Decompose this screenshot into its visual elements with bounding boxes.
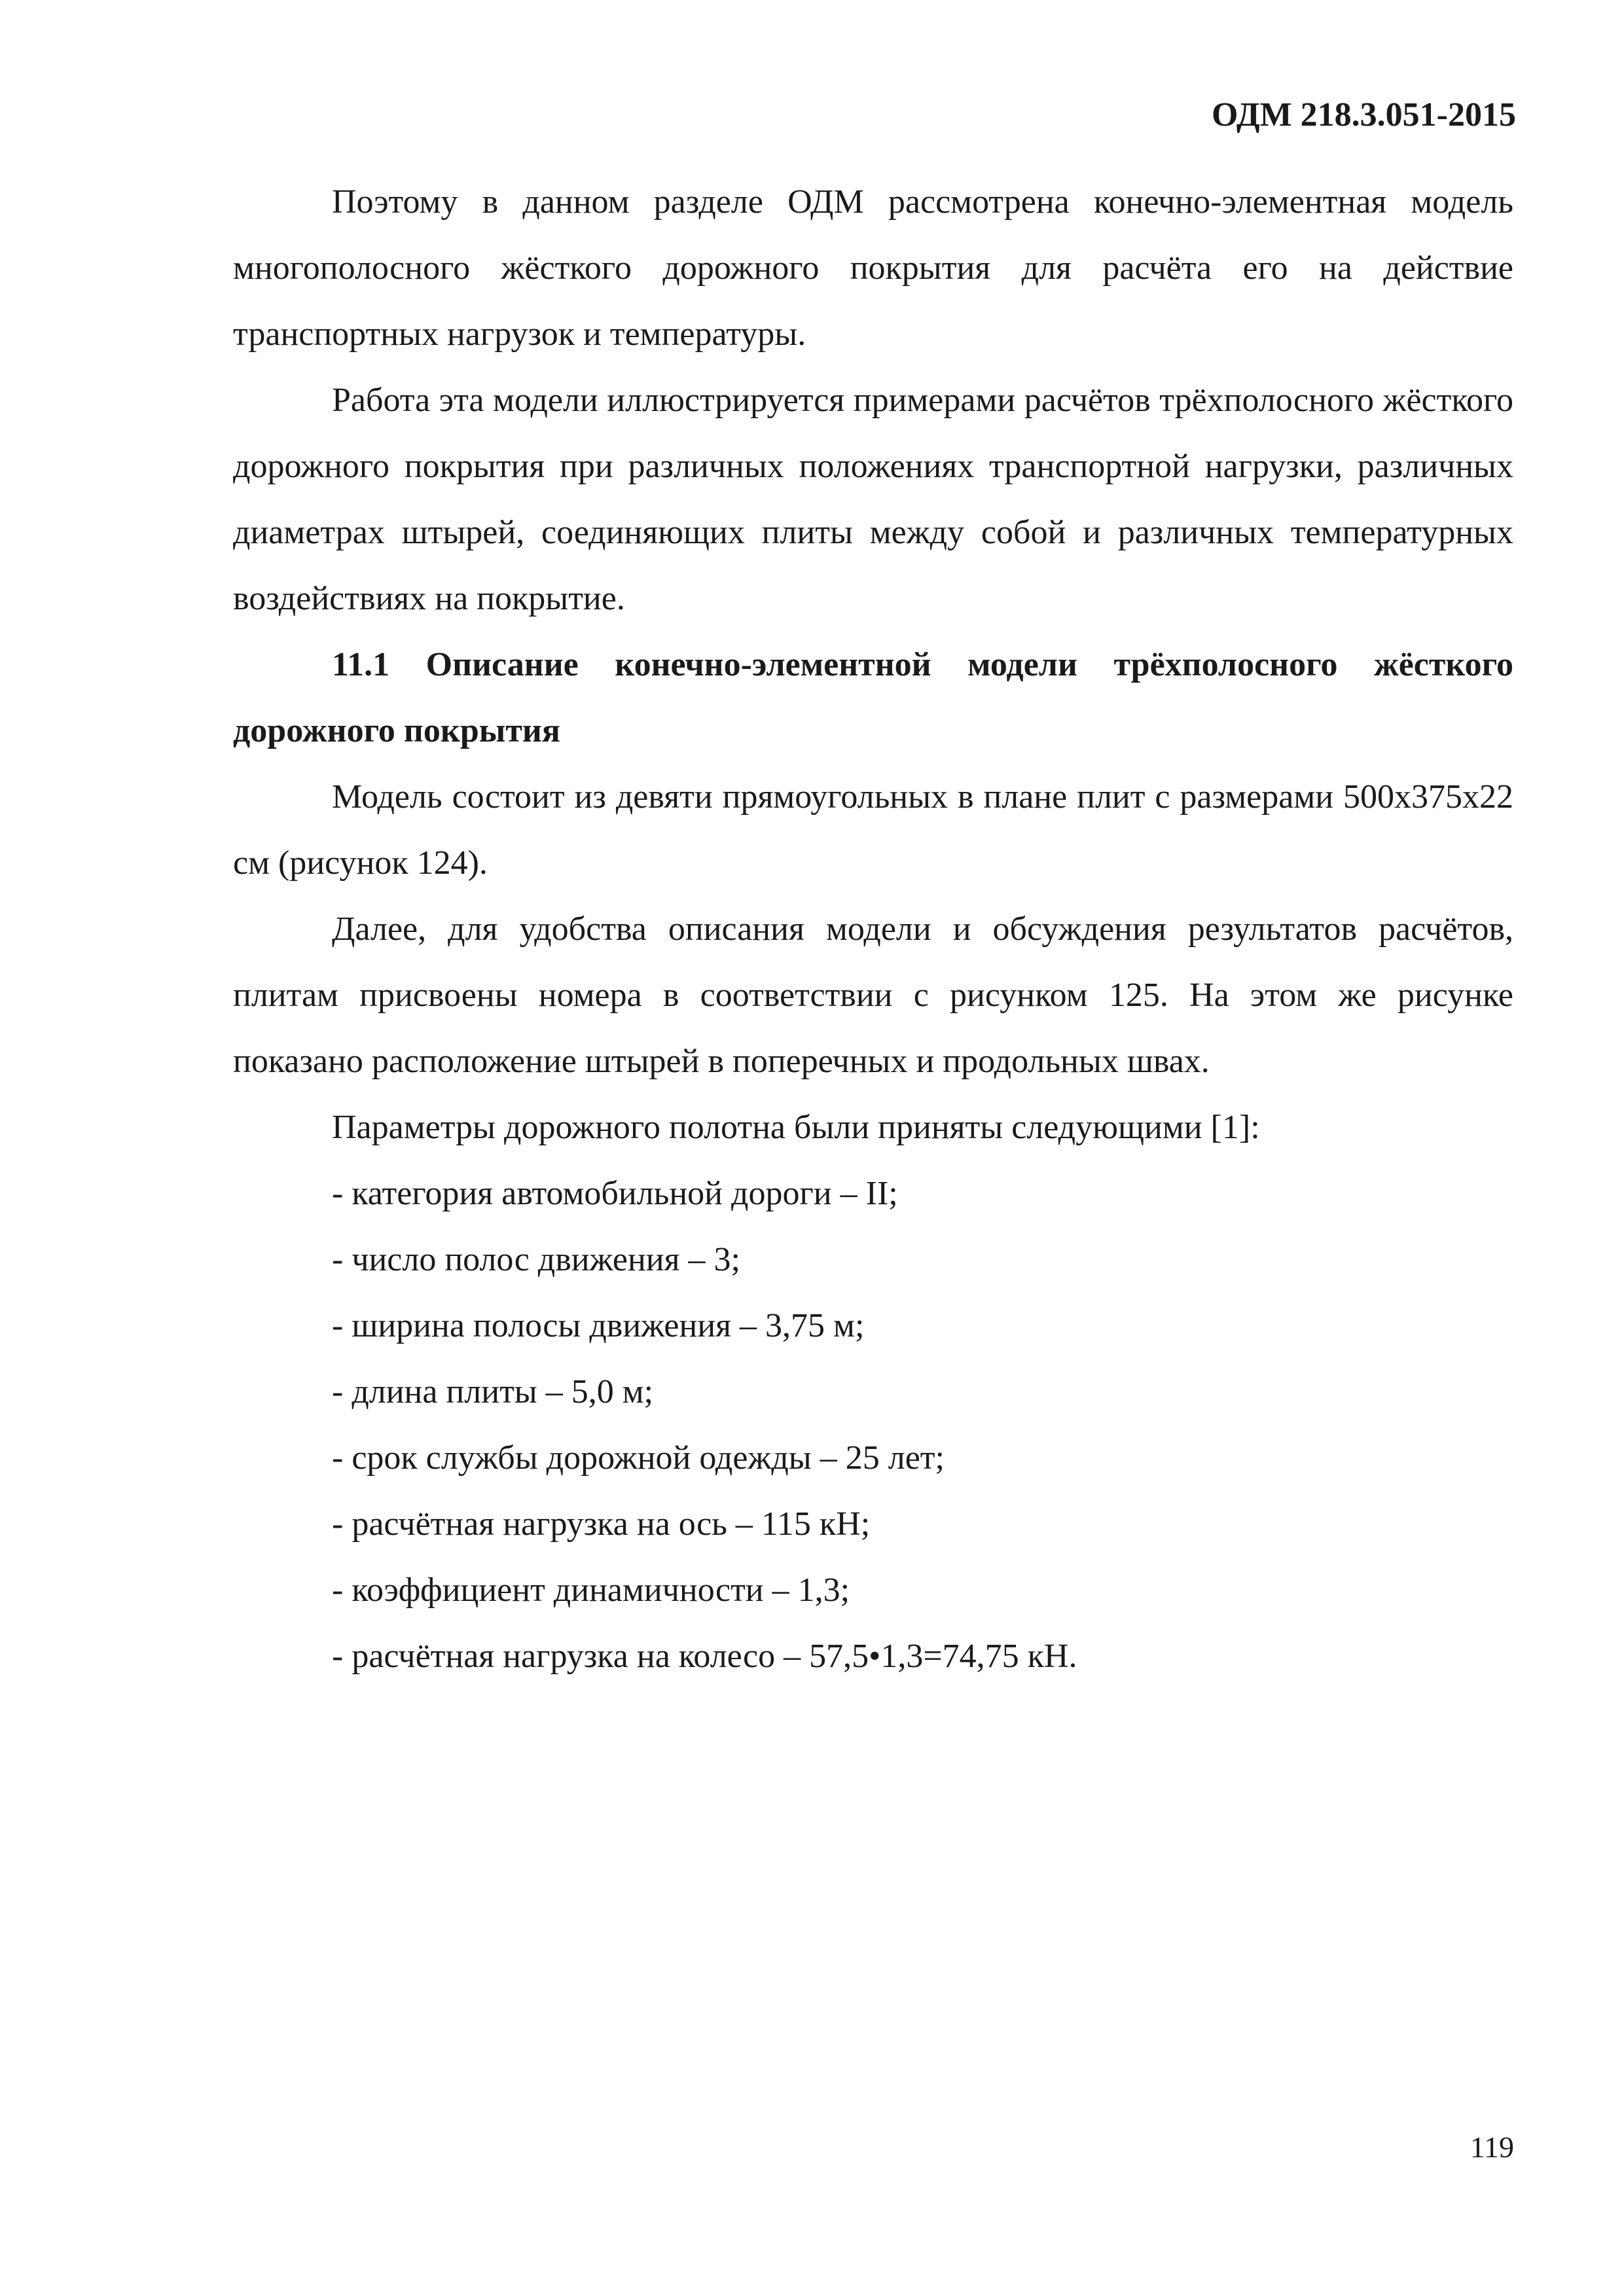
parameters-list xyxy=(233,1160,1513,1689)
list-item: - категория автомобильной дороги – II; xyxy=(332,1175,898,1212)
paragraph-model-examples: Работа эта модели иллюстрируется примерами расчётов трёхполосного жёсткого дорожного покрытия при различных положениях транспортной нагрузки, различных диаметрах штырей, соединяющих плиты между собой и различных температурных воздействиях на покрытие. xyxy=(233,382,1513,617)
paragraph-slab-numbering: Далее, для удобства описания модели и обсуждения результатов расчётов, плитам присвоены номера в соответствии с рисунком 125. На этом же рисунке показано расположение штырей в поперечных и продольных швах. xyxy=(233,910,1513,1080)
list-item: - коэффициент динамичности – 1,3; xyxy=(332,1571,850,1609)
list-item: - ширина полосы движения – 3,75 м; xyxy=(332,1307,865,1344)
list-item: - расчётная нагрузка на колесо – 57,5•1,3=74,75 кН. xyxy=(332,1638,1077,1675)
document-code: ОДМ 218.3.051-2015 xyxy=(1211,96,1516,134)
paragraph-model-composition: Модель состоит из девяти прямоугольных в плане плит с размерами 500х375х22 см (рисунок 124). xyxy=(233,778,1513,882)
list-item: - расчётная нагрузка на ось – 115 кН; xyxy=(332,1505,871,1543)
section-heading: 11.1 Описание конечно-элементной модели трёхполосного жёсткого дорожного покрытия xyxy=(233,646,1513,749)
page-number: 119 xyxy=(1470,2130,1514,2164)
page-body xyxy=(233,169,1513,1689)
parameters-intro: Параметры дорожного полотна были приняты следующими [1]: xyxy=(332,1109,1260,1146)
list-item: - срок службы дорожной одежды – 25 лет; xyxy=(332,1439,945,1477)
list-item: - длина плиты – 5,0 м; xyxy=(332,1373,654,1410)
paragraph-model-intro: Поэтому в данном разделе ОДМ рассмотрена конечно-элементная модель многополосного жёсткого дорожного покрытия для расчёта его на действие транспортных нагрузок и температуры. xyxy=(233,183,1513,353)
list-item: - число полос движения – 3; xyxy=(332,1241,740,1278)
